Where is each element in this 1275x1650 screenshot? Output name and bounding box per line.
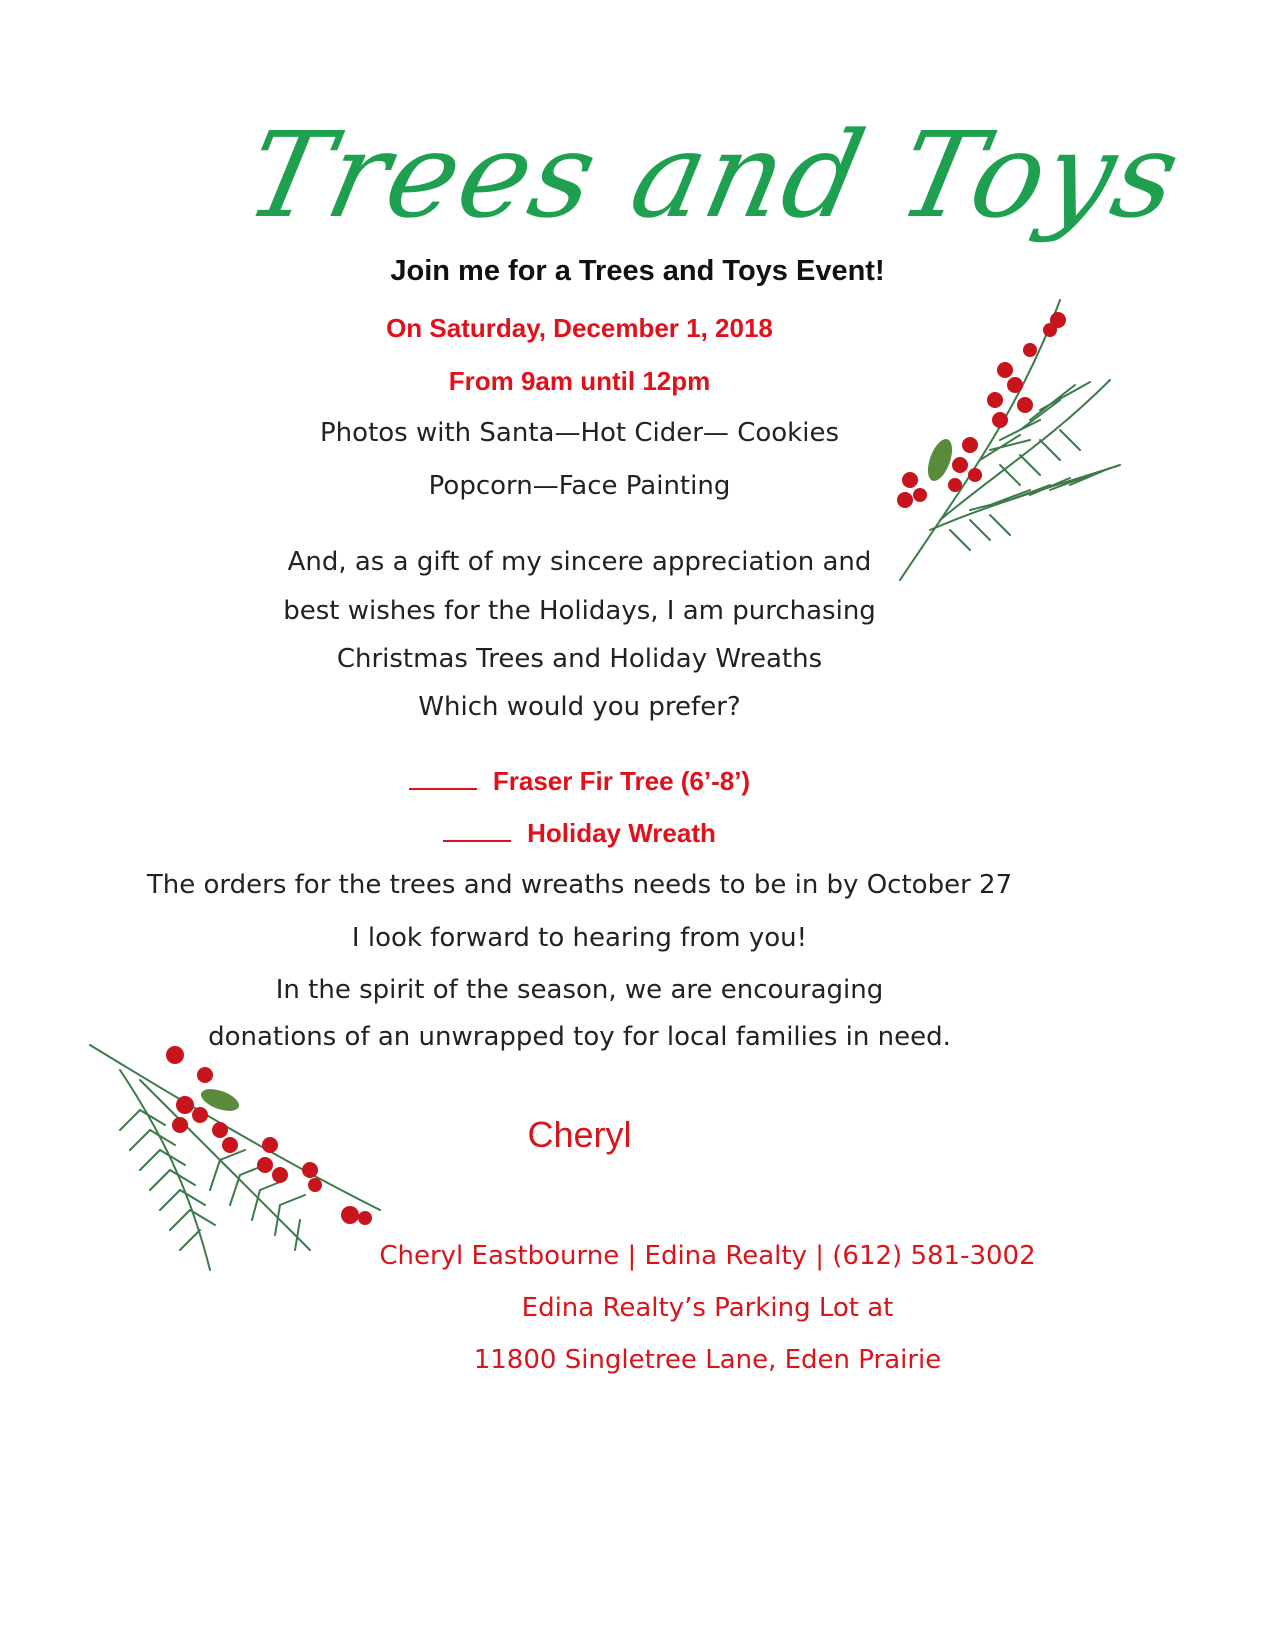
event-time: From 9am until 12pm (448, 366, 711, 396)
gift-line-2: best wishes for the Holidays, I am purchasing (283, 596, 876, 626)
look-forward-text: I look forward to hearing from you! (351, 923, 808, 953)
contact-info: Cheryl Eastbourne | Edina Realty | (612) 581-3002 (379, 1241, 1036, 1271)
signature: Cheryl (527, 1114, 632, 1155)
gift-line-1: And, as a gift of my sincere appreciation and (287, 547, 872, 577)
option-wreath (0, 818, 1217, 849)
option-wreath-label: Holiday Wreath (527, 818, 716, 848)
holly-sprig-top-right-icon (880, 290, 1130, 590)
event-heading: Join me for a Trees and Toys Event! (390, 255, 885, 287)
spirit-line-2: donations of an unwrapped toy for local families in need. (208, 1022, 951, 1052)
location-line-2: 11800 Singletree Lane, Eden Prairie (473, 1345, 942, 1375)
wreath-blank-line[interactable] (443, 818, 511, 842)
location-line-1: Edina Realty’s Parking Lot at (521, 1293, 894, 1323)
activities-line-2: Popcorn—Face Painting (428, 471, 731, 501)
holly-sprig-bottom-left-icon (80, 1030, 400, 1280)
gift-line-4: Which would you prefer? (418, 692, 741, 722)
option-tree (0, 766, 1217, 797)
spirit-line-1: In the spirit of the season, we are encouraging (275, 975, 884, 1005)
flyer-title: Trees and Toys (235, 106, 1193, 244)
event-date: On Saturday, December 1, 2018 (386, 313, 773, 343)
option-tree-label: Fraser Fir Tree (6’-8’) (492, 766, 751, 796)
activities-line-1: Photos with Santa—Hot Cider— Cookies (320, 418, 839, 448)
deadline-text: The orders for the trees and wreaths needs to be in by October 27 (146, 870, 1013, 900)
tree-blank-line[interactable] (409, 766, 477, 790)
gift-line-3: Christmas Trees and Holiday Wreaths (336, 644, 823, 674)
